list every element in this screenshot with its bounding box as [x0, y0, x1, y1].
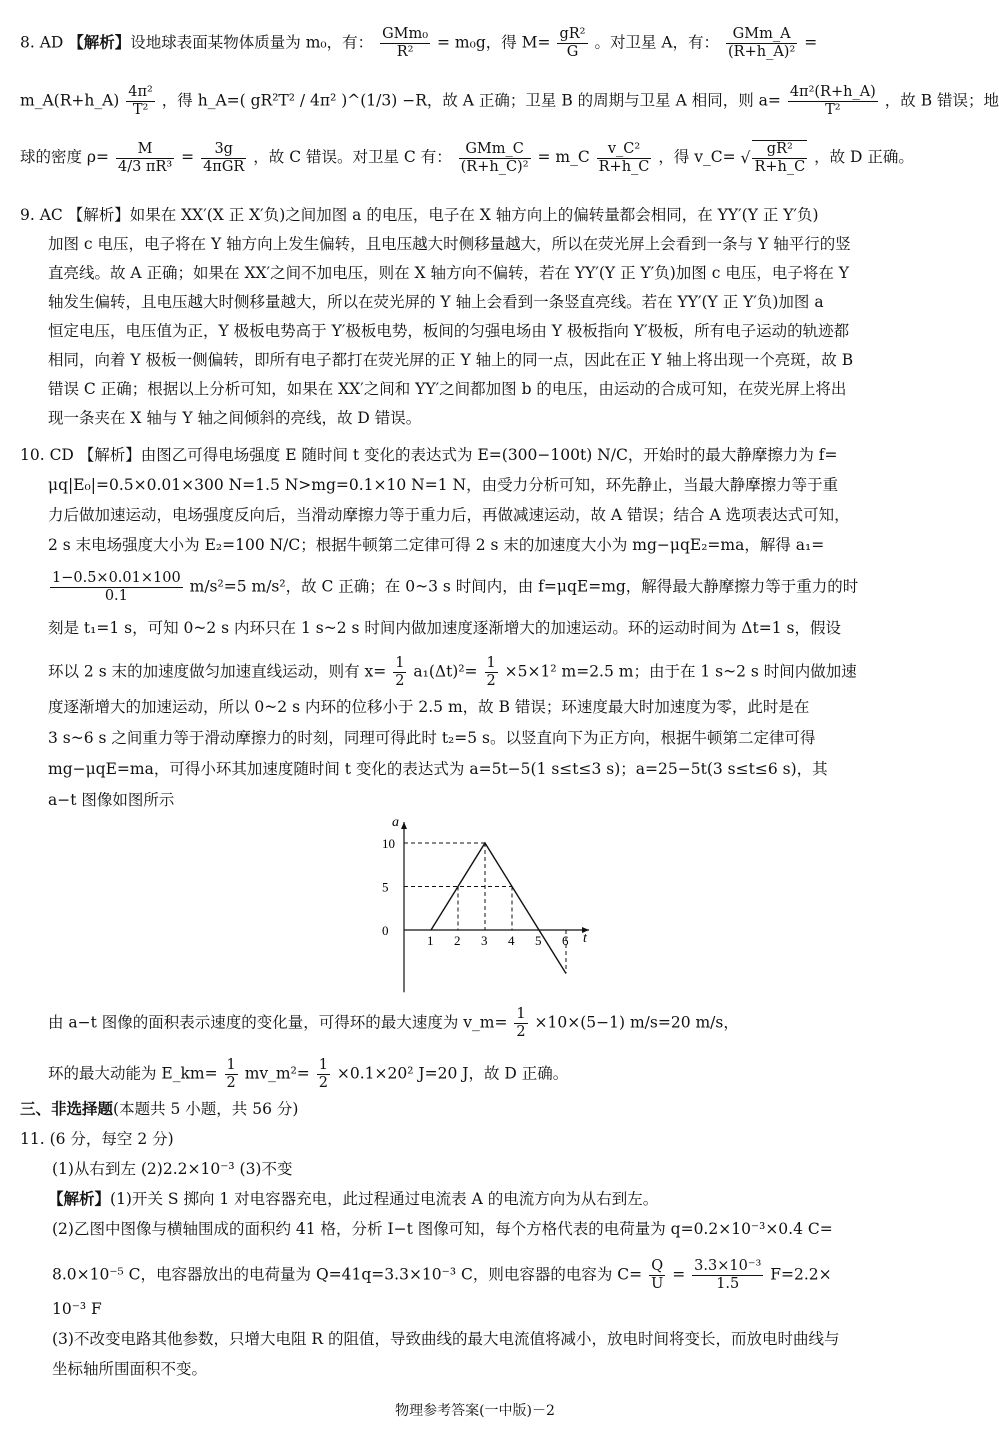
q11-answers: (1)从右到左 (2)2.2×10⁻³ (3)不变 — [52, 1160, 293, 1178]
q10-line: μq|E₀|=0.5×0.01×300 N=1.5 N>mg=0.1×10 N=1 N，由受力分析可知，环先静止，当最大静摩擦力等于重 — [48, 476, 839, 494]
q9-line: 错误 C 正确；根据以上分析可知，如果在 XX′之间和 YY′之间都加图 b 的电压，由运动的合成可知，在荧光屏上将出 — [48, 380, 847, 398]
fraction: $\frac{\text{4π²}}{\text{T²}}$ — [128, 84, 153, 118]
q10-vm-line: 由 a−t 图像的面积表示速度的变化量，可得环的最大速度为 v_m= $\frac{1}{2}$ ×10×(5−1) m/s=20 m/s， — [48, 1006, 739, 1040]
fraction: $\frac{1}{2}$ — [516, 1006, 526, 1040]
y-tick-label: 0 — [382, 923, 389, 938]
q9-line: 恒定电压，电压值为正，Y 极板电势高于 Y′极板电势，板间的匀强电场由 Y 极板指向 Y′极板，所有电子运动的轨迹都 — [48, 322, 850, 340]
q8-tag: 【解析】 — [68, 32, 131, 52]
y-tick-label: 5 — [382, 879, 389, 895]
x-tick-label: 1 — [427, 933, 434, 948]
q11-expl: 坐标轴所围面积不变。 — [52, 1360, 208, 1378]
x-tick-label: 6 — [562, 933, 569, 948]
fraction: $\frac{\text{GMm₀}}{\text{R²}}$ — [382, 26, 429, 60]
fraction: $\frac{\text{GMm\_A}}{\text{(R+h\_A)²}}$ — [728, 26, 796, 60]
series-line-a — [431, 843, 566, 974]
q10-line: 环以 2 s 末的加速度做匀加速直线运动，则有 x= $\frac{1}{2}$ a₁(Δt)²= $\frac{1}{2}$ ×5×1² m=2.5 m；由于在 1 s~2 s 时间内做加速 — [48, 655, 857, 689]
x-axis-label: t — [583, 931, 587, 946]
q10-line: 3 s~6 s 之间重力等于滑动摩擦力的时刻，同理可得此时 t₂=5 s。以竖直向下为正方向，根据牛顿第二定律可得 — [48, 729, 816, 747]
y-tick-label: 10 — [382, 836, 395, 851]
q9-line: 轴发生偏转，且电压越大时侧移量越大，所以在荧光屏的 Y 轴上会看到一条竖直亮线。若在 YY′(Y 正 Y′负)加图 a — [48, 293, 824, 311]
q9-line: 加图 c 电压，电子将在 Y 轴方向上发生偏转，且电压越大时侧移量越大，所以在荧光屏上会看到一条与 Y 轴平行的竖 — [48, 235, 851, 253]
fraction: $\frac{3g}{\text{4πGR}}$ — [203, 140, 245, 175]
x-tick-label: 4 — [508, 933, 515, 948]
q8-line2: m_A(R+h_A) $\frac{\text{4π²}}{\text{T²}}$ ，得 h_A=( gR²T² / 4π² )^(1/3) −R，故 A 正确；卫星 B 的周期与卫星 A 相同，则 a= $\frac{\text{4π²(R+h\_A)}}{\text{T²}}$ ，故 B 错误；地 — [20, 84, 999, 118]
y-axis-label: a — [392, 815, 399, 830]
section-heading: 三、非选择题(本题共 5 小题，共 56 分) — [20, 1099, 299, 1118]
q9-line: 9. AC 【解析】如果在 XX′(X 正 X′负)之间加图 a 的电压，电子在 X 轴方向上的偏转量都会相同，在 YY′(Y 正 Y′负) — [20, 206, 819, 224]
x-tick-label: 2 — [454, 933, 461, 948]
square-root: √ — [740, 149, 751, 167]
q9-line: 现一条夹在 X 轴与 Y 轴之间倾斜的亮线，故 D 错误。 — [48, 409, 422, 427]
q9-line: 直亮线。故 A 正确；如果在 XX′之间不加电压，则在 X 轴方向不偏转，若在 YY′(Y 正 Y′负)加图 c 电压，电子将在 Y — [48, 264, 849, 282]
cube-root-expression: ( gR²T² / 4π² )^(1/3) — [239, 91, 398, 110]
q11-expl: 8.0×10⁻⁵ C，电容器放出的电荷量为 Q=41q=3.3×10⁻³ C，则电容器的电容为 C= $\frac{Q}{U}$ = $\frac{\text{3.3×10⁻³}}{1.5}$ F=2.2× — [52, 1258, 832, 1292]
q8-line3: 球的密度 ρ= $\frac{M}{\text{4/3 πR³}}$ = $\frac{3g}{\text{4πGR}}$ ，故 C 错误。对卫星 C 有： $\frac{\text{GMm\_C}}{\text{(R+h\_C)²}}$ = m_C $\frac{\text{v\_C²}}{R+h\_C}$ ，得 v_C= √ $\frac{\text{gR²}}{R+h\_C}$ ，故 D 正确。 — [20, 140, 914, 175]
q10-line: 度逐渐增大的加速运动，所以 0~2 s 内环的位移小于 2.5 m，故 B 错误；环速度最大时加速度为零，此时是在 — [48, 698, 810, 716]
fraction: $\frac{1}{2}$ — [318, 1057, 328, 1091]
fraction: $\frac{\text{gR²}}{G}$ — [559, 26, 586, 60]
q10-line: 10. CD 【解析】由图乙可得电场强度 E 随时间 t 变化的表达式为 E=(300−100t) N/C，开始时的最大静摩擦力为 f= — [20, 446, 838, 464]
q11-expl: 10⁻³ F — [52, 1300, 102, 1318]
q8-number: 8. AD — [20, 33, 69, 52]
x-tick-label: 3 — [481, 933, 488, 948]
x-tick-label: 5 — [535, 933, 542, 948]
fraction: $\frac{\text{gR²}}{R+h\_C}$ — [754, 141, 806, 175]
q8-line1: 8. AD 【解析】设地球表面某物体质量为 m₀，有： $\frac{\text{GMm₀}}{\text{R²}}$ = m₀g，得 M= $\frac{\text{gR²}}{G}$ 。对卫星 A，有： $\frac{\text{GMm\_A}}{\text{(R+h\_A)²}}$ = — [20, 26, 818, 60]
q10-line: 刻是 t₁=1 s，可知 0~2 s 内环只在 1 s~2 s 时间内做加速度逐渐增大的加速运动。环的运动时间为 Δt=1 s，假设 — [48, 619, 841, 637]
fraction: $\frac{1}{2}$ — [395, 655, 405, 689]
fraction: $\frac{\text{v\_C²}}{R+h\_C}$ — [598, 140, 650, 175]
q11-expl: 【解析】(1)开关 S 掷向 1 对电容器充电，此过程通过电流表 A 的电流方向为从右到左。 — [48, 1189, 659, 1208]
a-t-chart — [370, 812, 610, 992]
q11-expl: (3)不改变电路其他参数，只增大电阻 R 的阻值，导致曲线的最大电流值将减小，放电时间将变长，而放电时曲线与 — [52, 1330, 840, 1348]
q10-line: 力后做加速运动，电场强度反向后，当滑动摩擦力等于重力后，再做减速运动，故 A 错误；结合 A 选项表达式可知， — [48, 506, 850, 524]
fraction: $\frac{Q}{U}$ — [651, 1258, 664, 1292]
fraction: $\frac{\text{GMm\_C}}{\text{(R+h\_C)²}}$ — [460, 140, 529, 175]
fraction: $\frac{1}{2}$ — [486, 655, 496, 689]
q11-expl: (2)乙图中图像与横轴围成的面积约 41 格，分析 I−t 图像可知，每个方格代表的电荷量为 q=0.2×10⁻³×0.4 C= — [52, 1220, 833, 1238]
q11-title: 11. (6 分，每空 2 分) — [20, 1130, 174, 1148]
q9-line: 相同，向着 Y 极板一侧偏转，即所有电子都打在荧光屏的正 Y 轴上的同一点，因此在正 Y 轴上将出现一个亮斑，故 B — [48, 351, 854, 369]
q10-line: $\frac{1-0.5\times 0.01\times 100}{0.1}$ m/s²=5 m/s²，故 C 正确；在 0~3 s 时间内，由 f=μqE=mg，解得最大静摩擦力等于重力的时 — [52, 570, 859, 604]
fraction: $\frac{\text{4π²(R+h\_A)}}{\text{T²}}$ — [789, 84, 876, 118]
fraction: $\frac{1}{2}$ — [226, 1057, 236, 1091]
fraction: $\frac{\text{3.3×10⁻³}}{1.5}$ — [694, 1258, 762, 1292]
y-axis-arrow — [401, 822, 407, 829]
fraction: $\frac{1-0.5\times 0.01\times 100}{0.1}$ — [52, 570, 181, 604]
q10-ek-line: 环的最大动能为 E_km= $\frac{1}{2}$ mv_m²= $\frac{1}{2}$ ×0.1×20² J=20 J，故 D 正确。 — [48, 1057, 569, 1091]
q10-line: a−t 图像如图所示 — [48, 791, 175, 809]
q10-line: 2 s 末电场强度大小为 E₂=100 N/C；根据牛顿第二定律可得 2 s 末的加速度大小为 mg−μqE₂=ma，解得 a₁= — [48, 536, 825, 554]
page-footer: 物理参考答案(一中版)－2 — [395, 1403, 555, 1419]
fraction: $\frac{M}{\text{4/3 πR³}}$ — [117, 140, 173, 175]
q10-line: mg−μqE=ma，可得小环其加速度随时间 t 变化的表达式为 a=5t−5(1 s≤t≤3 s)；a=25−5t(3 s≤t≤6 s)，其 — [48, 760, 828, 778]
